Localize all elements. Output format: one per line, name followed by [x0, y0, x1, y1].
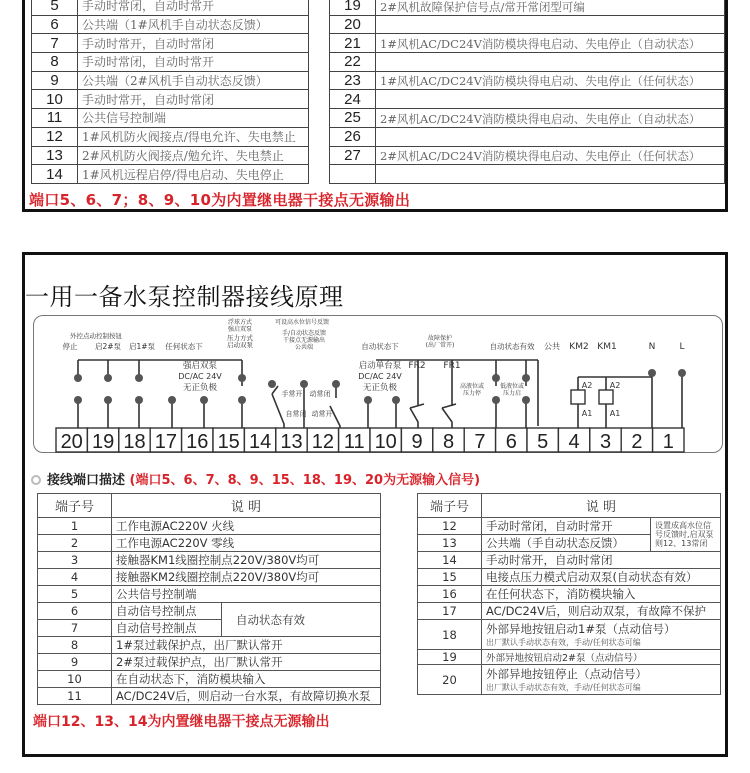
table-row — [330, 34, 725, 53]
table-row — [330, 127, 725, 146]
diagram-label-pressure-mode-1: 压力方式 — [227, 334, 253, 342]
screw-icon — [300, 380, 308, 388]
screw-icon — [492, 396, 500, 404]
screw-icon — [522, 396, 530, 404]
pump-relay-note: 端口12、13、14为内置继电器干接点无源输出 — [33, 714, 330, 730]
terminal-number: 7 — [38, 620, 112, 637]
screw-icon — [392, 396, 400, 404]
terminal-description: 公共信号控制端 — [78, 109, 309, 128]
diagram-label-start1: 启1#泵 — [128, 342, 156, 351]
terminal-number: 9 — [32, 71, 78, 90]
screw-icon — [522, 374, 530, 382]
table-row — [418, 603, 721, 620]
terminal-sub-description: 出厂默认手动状态有效，手动/任何状态可编 — [486, 683, 641, 692]
diagram-label-low-start-1: 低液位或 — [499, 383, 525, 390]
section-label: 接线端口描述 — [47, 473, 126, 488]
section-header — [31, 469, 480, 488]
terminal-description: 1#风机AC/DC24V消防模块得电启动、失电停止（自动状态） — [376, 34, 725, 53]
screw-icon — [104, 396, 112, 404]
diagram-label-auto-no: 动常开 — [311, 410, 333, 418]
terminal-number: 12 — [32, 127, 78, 146]
table-row — [418, 518, 721, 535]
table-row — [418, 569, 721, 586]
terminal-number: 16 — [186, 431, 209, 453]
terminal-number: 15 — [217, 431, 240, 453]
diagram-label-stop: 停止 — [62, 342, 78, 351]
terminal-number: 8 — [442, 431, 455, 453]
terminal-number: 3 — [599, 431, 612, 453]
terminal-description: 在自动状态下，消防模块输入 — [112, 671, 381, 688]
terminal-description: 2#风机AC/DC24V消防模块得电启动、失电停止（自动状态） — [376, 109, 725, 128]
diagram-label-pressure-mode-2: 启动双泵 — [227, 341, 253, 349]
terminal-number: 24 — [330, 90, 376, 109]
merged-note: 自动状态有效 — [222, 603, 381, 637]
diagram-label-fr2: FR2 — [408, 361, 426, 371]
table-row — [418, 586, 721, 603]
diagram-label-dcac24: DC/AC 24V — [178, 372, 222, 381]
table-row — [38, 586, 381, 603]
terminal-number: 17 — [418, 603, 482, 620]
diagram-label-auto-nc: 自常闭 — [285, 410, 307, 418]
terminal-number: 12 — [418, 518, 482, 535]
diagram-label-start-single: 启动单台泵 — [358, 361, 402, 371]
screw-icon — [648, 369, 656, 377]
table-row — [32, 71, 309, 90]
terminal-number: 12 — [311, 431, 335, 453]
terminal-number — [330, 165, 376, 184]
screw-icon — [332, 380, 340, 388]
terminal-number: 4 — [38, 569, 112, 586]
fan-controller-panel — [22, 0, 728, 212]
diagram-label-common: 公共 — [544, 342, 560, 351]
diagram-label-manual-auto-fb-1: 手/自动状态反馈 — [281, 330, 327, 337]
terminal-description: 工作电源AC220V 火线 — [112, 518, 381, 535]
terminal-number: 16 — [418, 586, 482, 603]
terminal-number: 7 — [32, 34, 78, 53]
diagram-label-fault-prot-1: 故障保护 — [427, 335, 453, 342]
screw-icon — [74, 396, 82, 404]
terminal-number: 10 — [38, 671, 112, 688]
section-note: (端口5、6、7、8、9、15、18、19、20为无源输入信号) — [129, 473, 481, 488]
diagram-label-ext-button: 外控点动控制按钮 — [70, 332, 122, 340]
terminal-description: 电接点压力模式启动双泵(自动状态有效） — [482, 569, 721, 586]
diagram-label-a1: A1 — [609, 409, 621, 418]
diagram-label-manual-no: 手常开 — [281, 390, 303, 398]
table-row — [38, 654, 381, 671]
col-header-no: 端子号 — [418, 494, 482, 518]
table-row — [38, 671, 381, 688]
terminal-number: 9 — [38, 654, 112, 671]
terminal-description: 1#泵过载保护点，出厂默认常开 — [112, 637, 381, 654]
terminal-number: 20 — [60, 431, 83, 453]
table-row — [32, 34, 309, 53]
terminal-number: 17 — [154, 431, 178, 453]
terminal-description: 1#风机远程启停/得电启动、失电停止 — [78, 165, 309, 184]
diagram-label-start2: 启2#泵 — [94, 342, 122, 351]
terminal-number: 3 — [38, 552, 112, 569]
table-row — [32, 0, 309, 15]
diagram-label-no-polarity: 无正负极 — [362, 383, 398, 393]
table-row — [330, 71, 725, 90]
terminal-description: 2#风机防火阀接点/勉允许、失电禁止 — [78, 146, 309, 165]
terminal-description: 外部异地按钮停止（点动信号） — [486, 667, 647, 681]
diagram-label-fault-prot-2: (出厂常开) — [425, 342, 455, 349]
terminal-description — [376, 127, 725, 146]
diagram-label-float-mode-1: 浮球方式 — [227, 319, 253, 326]
table-row — [330, 109, 725, 128]
table-row — [38, 688, 381, 705]
table-row — [32, 15, 309, 34]
terminal-number: 21 — [330, 34, 376, 53]
terminal-number: 20 — [418, 665, 482, 695]
diagram-label-dcac24: DC/AC 24V — [358, 372, 402, 381]
table-row — [32, 165, 309, 184]
wiring-diagram — [33, 315, 723, 453]
terminal-number: 20 — [330, 15, 376, 34]
table-row — [38, 535, 381, 552]
km1-coil — [599, 390, 613, 404]
terminal-description: 外部异地按钮启动2#泵（点动信号） — [482, 650, 721, 665]
diagram-label-high-stop-2: 压力停 — [462, 390, 482, 397]
table-row — [38, 518, 381, 535]
table-row — [38, 603, 381, 620]
terminal-number: 9 — [411, 431, 423, 453]
diagram-label-high-level-fb: 可设高水位信号反馈 — [274, 319, 330, 326]
diagram-label-force-dual: 强启双泵 — [182, 361, 218, 371]
screw-icon — [238, 374, 246, 382]
terminal-number: 5 — [537, 431, 549, 453]
diagram-label-manual-auto-fb-2: 干接点无源输出 — [282, 337, 326, 344]
terminal-number: 27 — [330, 146, 376, 165]
terminal-number: 18 — [123, 431, 146, 453]
pump-terminal-table-left — [37, 493, 381, 705]
terminal-description: 2#泵过载保护点，出厂默认常开 — [112, 654, 381, 671]
fan-terminal-table-right — [329, 0, 725, 184]
terminal-description — [376, 53, 725, 72]
terminal-number: 6 — [32, 15, 78, 34]
terminal-number: 14 — [248, 431, 272, 453]
diagram-label-l: L — [679, 342, 685, 352]
table-row — [32, 146, 309, 165]
screw-icon — [678, 369, 686, 377]
terminal-number: 5 — [38, 586, 112, 603]
diagram-label-km2: KM2 — [569, 342, 589, 352]
diagram-label-any-state: 任何状态下 — [165, 342, 203, 351]
diagram-label-n: N — [648, 342, 656, 352]
screw-icon — [238, 396, 246, 404]
screw-icon — [492, 374, 500, 382]
diagram-label-a2: A2 — [609, 381, 621, 390]
terminal-number: 11 — [343, 431, 365, 453]
table-row — [418, 665, 721, 695]
terminal-number: 13 — [418, 535, 482, 552]
screw-icon — [364, 396, 372, 404]
diagram-label-manual-nc: 动常闭 — [309, 390, 331, 398]
terminal-number: 10 — [32, 90, 78, 109]
table-row — [330, 165, 725, 184]
terminal-number: 18 — [418, 620, 482, 650]
table-row — [418, 620, 721, 650]
terminal-number: 8 — [32, 53, 78, 72]
merged-note: 设置成高水位信号反馈时,启双泵则12、13常闭 — [651, 518, 721, 552]
table-row — [418, 552, 721, 569]
terminal-description — [376, 15, 725, 34]
fan-terminal-table-left — [31, 0, 309, 184]
terminal-description: 手动时常闭，自动时常开 — [78, 53, 309, 72]
terminal-number: 11 — [38, 688, 112, 705]
diagram-label-low-start-2: 压力启 — [502, 390, 522, 397]
terminal-number: 8 — [38, 637, 112, 654]
diagram-label-fr1: FR1 — [443, 361, 461, 371]
table-row — [330, 15, 725, 34]
wiring-svg — [34, 316, 724, 454]
pump-terminal-table-right — [417, 493, 721, 695]
terminal-number: 14 — [418, 552, 482, 569]
terminal-number: 15 — [418, 569, 482, 586]
terminal-number: 6 — [505, 431, 517, 453]
screw-icon — [135, 396, 143, 404]
terminal-description: 工作电源AC220V 零线 — [112, 535, 381, 552]
terminal-description: 接触器KM2线圈控制点220V/380V均可 — [112, 569, 381, 586]
terminal-number: 6 — [38, 603, 112, 620]
terminal-sub-description: 出厂默认手动状态有效，手动/任何状态可编 — [486, 638, 641, 647]
screw-icon — [74, 374, 82, 382]
table-row — [38, 552, 381, 569]
terminal-description: AC/DC24V后，则启动一台水泵，有故障切换水泵 — [112, 688, 381, 705]
terminal-number: 19 — [330, 0, 376, 15]
diagram-label-manual-auto-fb-3: 公共端 — [294, 344, 314, 351]
diagram-label-auto-state: 自动状态下 — [361, 342, 399, 351]
terminal-number: 1 — [38, 518, 112, 535]
terminal-description: 自动信号控制点 — [112, 620, 222, 637]
terminal-description: 1#风机防火阀接点/得电允许、失电禁止 — [78, 127, 309, 146]
screw-icon — [268, 380, 276, 388]
terminal-number: 19 — [91, 431, 115, 453]
terminal-description: 2#风机故障保护信号点/常开常闭型可编 — [376, 0, 725, 15]
screw-icon — [104, 374, 112, 382]
screw-icon — [168, 396, 176, 404]
terminal-description: 公共端（手自动状态反馈） — [482, 535, 651, 552]
terminal-number: 22 — [330, 53, 376, 72]
table-row — [32, 53, 309, 72]
terminal-description — [376, 90, 725, 109]
terminal-number: 2 — [38, 535, 112, 552]
terminal-description: 公共端（1#风机手自动状态反馈） — [78, 15, 309, 34]
terminal-description: 手动时常开，自动时常闭 — [78, 90, 309, 109]
table-row — [32, 109, 309, 128]
terminal-number: 2 — [631, 431, 643, 453]
diagram-label-a1: A1 — [581, 409, 593, 418]
table-row — [418, 650, 721, 665]
terminal-description: 手动时常开，自动时常闭 — [78, 34, 309, 53]
km2-coil — [571, 390, 585, 404]
col-header-desc: 说 明 — [112, 494, 381, 518]
terminal-description: 公共信号控制端 — [112, 586, 381, 603]
diagram-label-no-polarity: 无正负极 — [182, 383, 218, 393]
diagram-label-float-mode-2: 强启双泵 — [227, 326, 253, 333]
terminal-number: 25 — [330, 109, 376, 128]
terminal-description: 2#风机AC/DC24V消防模块得电启动、失电停止（任何状态） — [376, 146, 725, 165]
terminal-number: 1 — [662, 431, 674, 453]
page-title: 一用一备水泵控制器接线原理 — [25, 283, 344, 311]
table-row — [32, 90, 309, 109]
terminal-description: 接触器KM1线圈控制点220V/380V均可 — [112, 552, 381, 569]
terminal-number: 26 — [330, 127, 376, 146]
diagram-label-km1: KM1 — [597, 342, 617, 352]
terminal-description-cell — [482, 620, 721, 650]
diagram-label-auto-valid: 自动状态有效 — [489, 342, 535, 351]
terminal-description: 手动时常开，自动时常闭 — [482, 552, 721, 569]
terminal-number: 23 — [330, 71, 376, 90]
terminal-number: 11 — [32, 109, 78, 128]
terminal-description: AC/DC24V后，则启动双泵，有故障不保护 — [482, 603, 721, 620]
pump-controller-panel — [22, 252, 728, 757]
bullet-icon — [31, 475, 41, 485]
table-row — [38, 637, 381, 654]
terminal-number: 13 — [280, 431, 303, 453]
terminal-number: 4 — [568, 431, 580, 453]
table-row — [330, 90, 725, 109]
table-row — [330, 146, 725, 165]
terminal-number: 14 — [32, 165, 78, 184]
terminal-description: 自动信号控制点 — [112, 603, 222, 620]
screw-icon — [200, 396, 208, 404]
table-row — [38, 569, 381, 586]
terminal-description: 外部异地按钮启动1#泵（点动信号） — [486, 622, 676, 636]
terminal-number: 19 — [418, 650, 482, 665]
table-row — [330, 53, 725, 72]
fan-relay-note: 端口5、6、7；8、9、10为内置继电器干接点无源输出 — [29, 191, 411, 209]
terminal-number: 7 — [474, 431, 486, 453]
terminal-description-cell — [482, 665, 721, 695]
terminal-description: 在任何状态下，消防模块输入 — [482, 586, 721, 603]
terminal-description — [376, 165, 725, 184]
col-header-desc: 说 明 — [482, 494, 721, 518]
terminal-number: 10 — [374, 431, 397, 453]
terminal-description: 公共端（2#风机手自动状态反馈） — [78, 71, 309, 90]
diagram-label-a2: A2 — [581, 381, 593, 390]
terminal-number: 13 — [32, 146, 78, 165]
table-row — [32, 127, 309, 146]
terminal-description: 1#风机AC/DC24V消防模块得电启动、失电停止（任何状态） — [376, 71, 725, 90]
terminal-description: 手动时常闭，自动时常开 — [482, 518, 651, 535]
terminal-description: 手动时常闭，自动时常开 — [78, 0, 309, 15]
diagram-label-high-stop-1: 高液位或 — [459, 383, 485, 390]
terminal-number: 5 — [32, 0, 78, 15]
screw-icon — [135, 374, 143, 382]
col-header-no: 端子号 — [38, 494, 112, 518]
table-row — [330, 0, 725, 15]
